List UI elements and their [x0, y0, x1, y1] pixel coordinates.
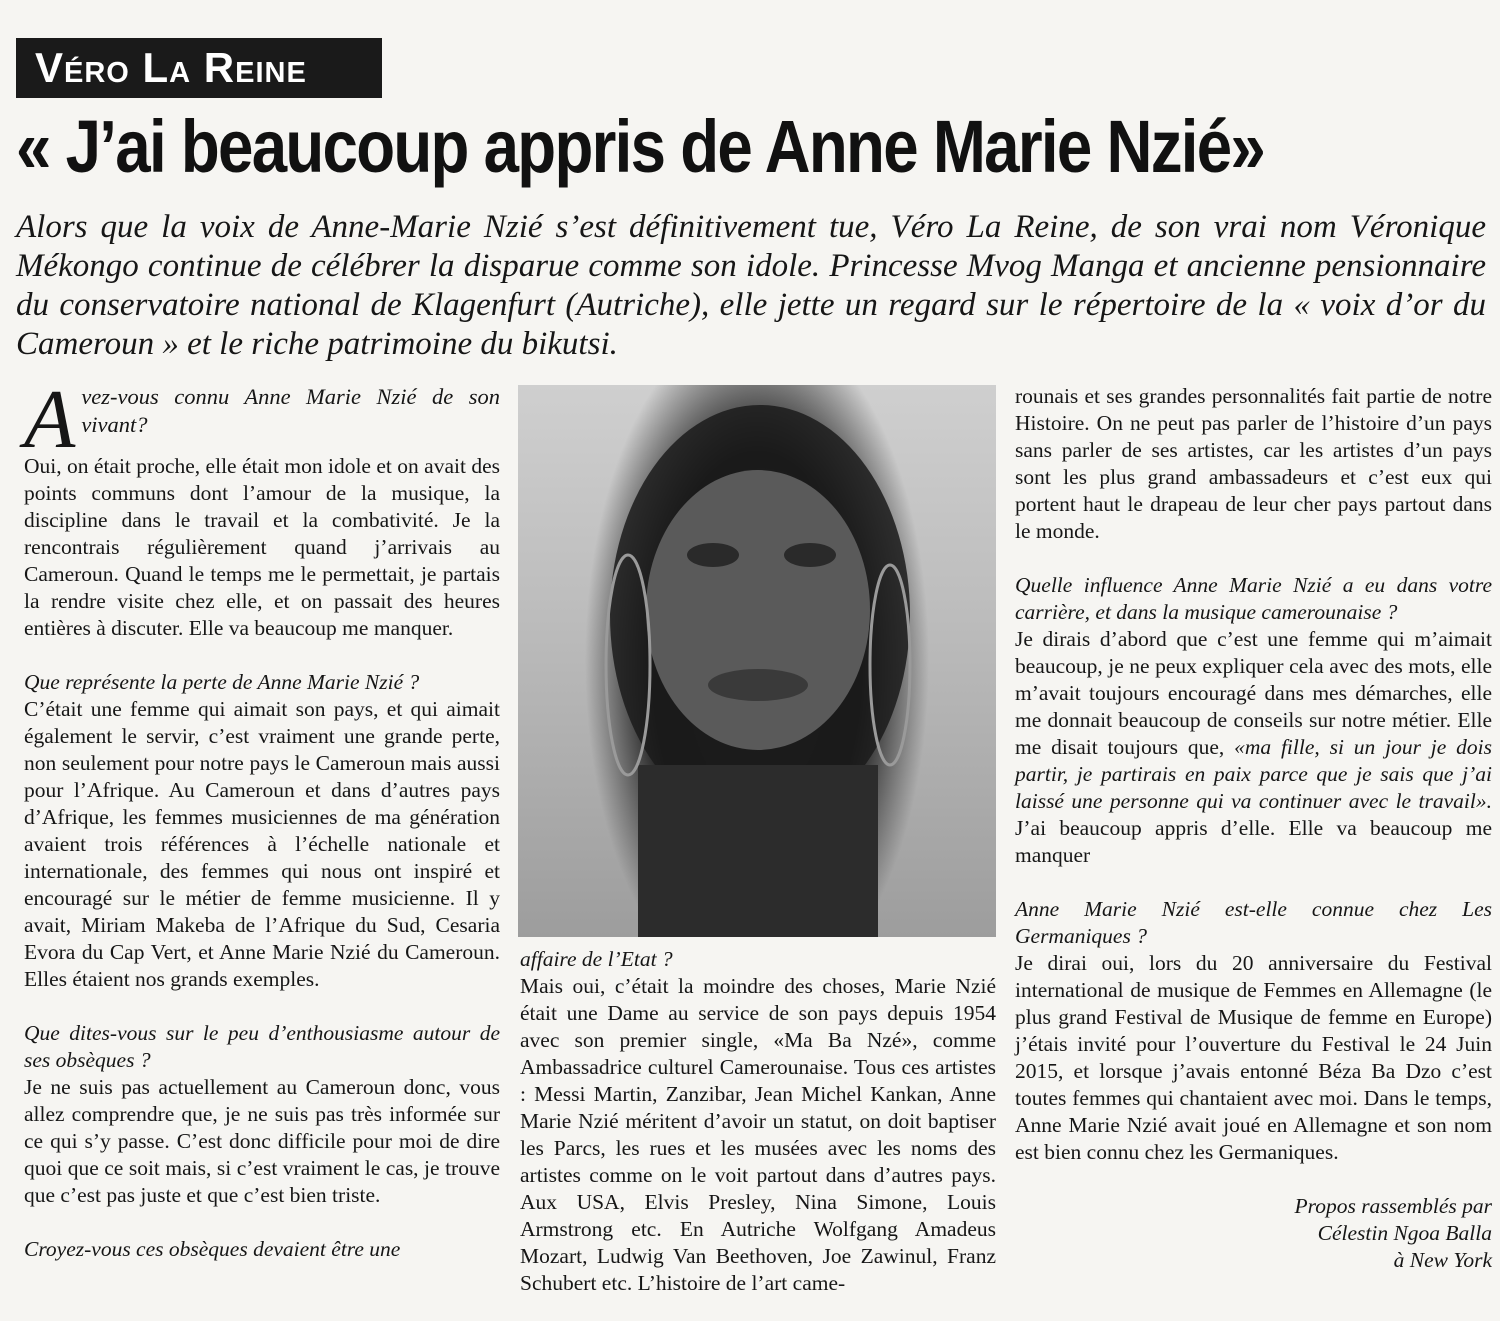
question-1 — [24, 373, 500, 466]
answer-4: Mais oui, c’était la moindre des choses, Marie Nzié était une Dame au service de son pays depuis 1954 avec son premier single, «Ma Ba Nzé», comme Ambassadrice culturel Camerounaise. Tous ces artistes : Messi Martin, Zanzibar, Jean Michel Kankan, Anne Marie Nzié méritent d’avoir un statut, on doit baptiser les Parcs, les rues et les musées avec les noms des artistes comme on le voit partout dans d’autres pays. Aux USA, Elvis Presley, Nina Simone, Louis Armstrong etc. En Autriche Wolfgang Amadeus Mozart, Ludwig Van Beethoven, Joe Zawinul, Franz Schubert etc. L’histoire de l’art came- — [520, 974, 996, 1295]
byline-line-1: Propos rassemblés par — [1294, 1194, 1492, 1218]
question-4-end: affaire de l’Etat ? — [520, 947, 673, 971]
question-3: Que dites-vous sur le peu d’enthousiasme autour de ses obsèques ? — [24, 1021, 500, 1072]
answer-6: Je dirai oui, lors du 20 anniversaire du Festival international de musique de Femmes en Allemagne (le plus grand Festival de Musique de femme en Europe) j’étais invité pour l’ouverture du Festival le 24 Juin 2015, et lorsque j’avais entonné Béza Ba Dzo c’est toutes femmes qui chantaient avec moi. Dans le temps, Anne Marie Nzié avait joué en Allemagne et son nom est bien connu chez les Germaniques. — [1015, 951, 1492, 1164]
answer-3: Je ne suis pas actuellement au Cameroun donc, vous allez comprendre que, je ne suis pas très informée sur ce qui s’y passe. C’est donc difficile pour moi de dire quoi que ce soit mais, si c’est vraiment le cas, je trouve que c’est pas juste et que c’est bien triste. — [24, 1075, 500, 1207]
byline — [1015, 1193, 1492, 1274]
answer-5 — [1015, 626, 1492, 869]
spacer — [24, 993, 500, 1020]
question-2: Que représente la perte de Anne Marie Nzié ? — [24, 670, 420, 694]
byline-line-2: Célestin Ngoa Balla — [1317, 1221, 1492, 1245]
column-1 — [24, 373, 500, 1263]
article-intro: Alors que la voix de Anne-Marie Nzié s’est définitivement tue, Véro La Reine, de son vrai nom Véronique Mékongo continue de célébrer la disparue comme son idole. Princesse Mvog Manga et ancienne pensionnaire du conservatoire national de Klagenfurt (Autriche), elle jette un regard sur le répertoire de la « voix d’or du Cameroun » et le riche patrimoine du bikutsi. — [16, 209, 1486, 362]
answer-1: Oui, on était proche, elle était mon idole et on avait des points communs dont l’amour de la musique, la discipline dans le travail et la combativité. Je la rencontrais régulièrement quand j’arrivais au Cameroun. Quand le temps me le permettait, je partais la rendre visite chez elle, et on passait des heures entières à discuter. Elle va beaucoup me manquer. — [24, 454, 500, 640]
answer-5-quote: «ma fille, si un jour je dois partir, je partirais en paix parce que je sais que j’ai laissé une personne qui va continuer avec le travail». — [1015, 735, 1492, 813]
spacer — [24, 642, 500, 669]
question-4: Croyez-vous ces obsèques devaient être une — [24, 1237, 401, 1261]
answer-5-end: J’ai beaucoup appris d’elle. Elle va beaucoup me manquer — [1015, 816, 1492, 867]
spacer — [1015, 545, 1492, 572]
column-3 — [1015, 383, 1492, 1274]
question-6: Anne Marie Nzié est-elle connue chez Les Germaniques ? — [1015, 897, 1492, 948]
answer-4-end: rounais et ses grandes personnalités fait partie de notre Histoire. On ne peut pas parler de l’histoire d’un pays sans parler de ses artistes, car les artistes d’un pays sont les plus grand ambassadeurs et c’est eux qui portent haut le drapeau de leur cher pays partout dans le monde. — [1015, 384, 1492, 543]
spacer — [1015, 1166, 1492, 1193]
portrait-photo — [518, 385, 996, 937]
byline-line-3: à New York — [1393, 1248, 1492, 1272]
spacer — [24, 1209, 500, 1236]
answer-5-start: Je dirais d’abord que c’est une femme qui m’aimait beaucoup, je ne peux expliquer cela avec des mots, elle m’avait toujours encouragé dans mes démarches, elle me donnait beaucoup de conseils sur notre métier. Elle me disait toujours que, — [1015, 627, 1492, 759]
article-headline: « J’ai beaucoup appris de Anne Marie Nzié» — [16, 105, 1265, 188]
spacer — [1015, 869, 1492, 896]
section-kicker: Véro La Reine — [16, 38, 382, 98]
question-5: Quelle influence Anne Marie Nzié a eu dans votre carrière, et dans la musique camerounaise ? — [1015, 573, 1492, 624]
drop-cap: A — [24, 373, 76, 466]
answer-2: C’était une femme qui aimait son pays, et qui aimait également le servir, c’est vraiment une grande perte, non seulement pour notre pays le Cameroun mais aussi pour l’Afrique. Au Cameroun et dans d’autres pays d’Afrique, les femmes musiciennes de ma génération avaient trois références à l’échelle nationale et internationale, des femmes qui nous ont inspiré et encouragé sur le métier de femme musicienne. Il y avait, Miriam Makeba de l’Afrique du Sud, Cesaria Evora du Cap Vert, et Anne Marie Nzié du Cameroun. Elles étaient nos grands exemples. — [24, 697, 500, 991]
question-1-text: vez-vous connu Anne Marie Nzié de son vivant? — [81, 384, 500, 437]
column-2 — [520, 946, 996, 1297]
portrait-silhouette — [518, 385, 996, 937]
